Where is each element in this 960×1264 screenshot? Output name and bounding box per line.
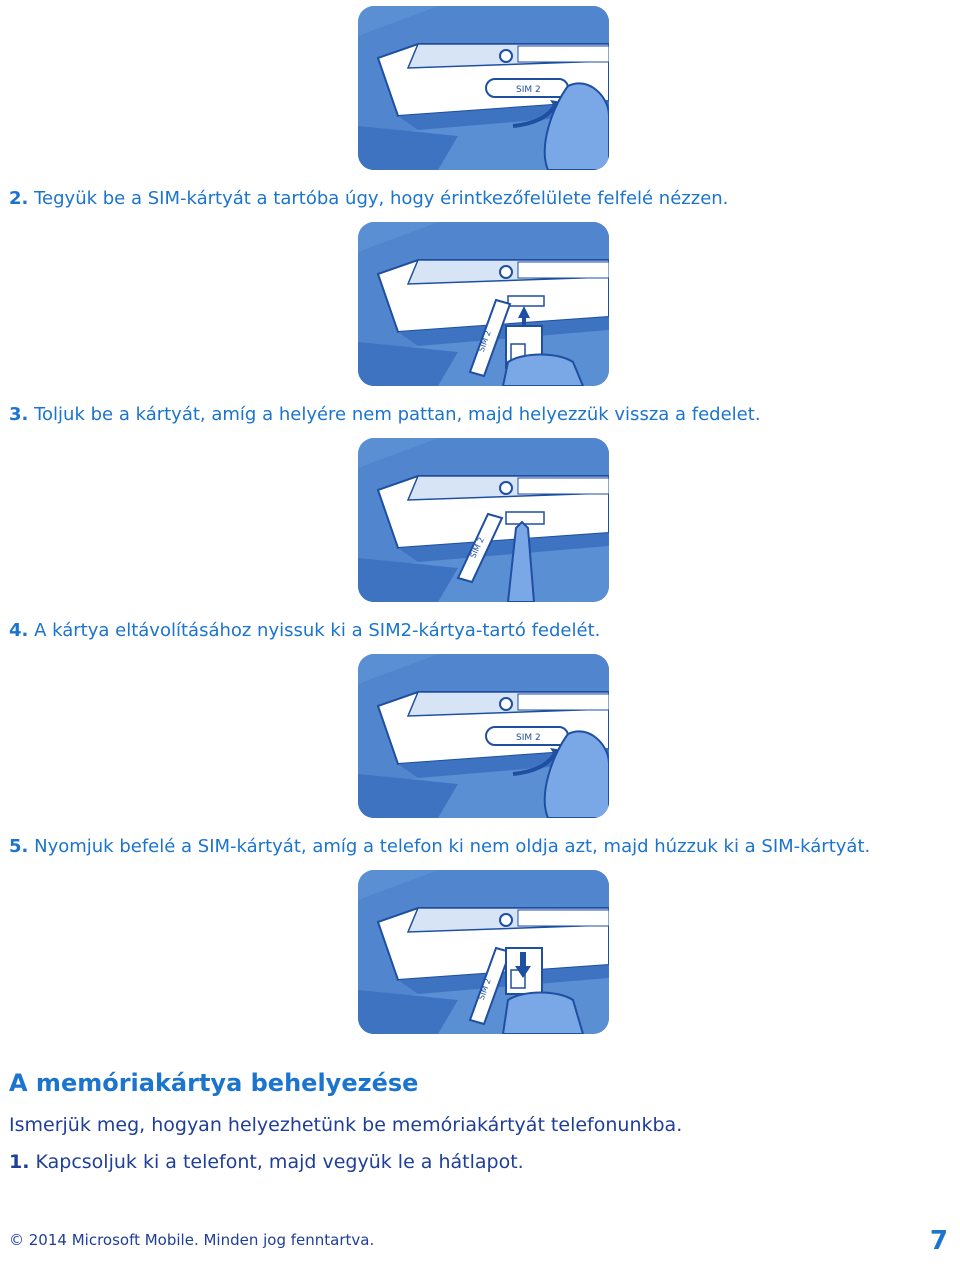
step-2-number: 2. <box>9 188 29 209</box>
illustration-remove-sim <box>358 870 609 1034</box>
phone-side-insert-svg <box>358 222 609 386</box>
step-3-text: Toljuk be a kártyát, amíg a helyére nem pattan, majd helyezzük vissza a fedelet. <box>34 404 761 425</box>
phone-side-push-svg <box>358 438 609 602</box>
illustration-push-card <box>358 438 609 602</box>
illustration-open-sim2-cover <box>358 6 609 170</box>
sim2-cover-label-5: SIM 2 <box>476 977 493 1002</box>
phone-side-closed-svg <box>358 6 609 170</box>
page-number: 7 <box>929 1226 948 1256</box>
step-4-number: 4. <box>9 620 29 641</box>
sim2-slot-label-4: SIM 2 <box>516 733 541 743</box>
footer-copyright: © 2014 Microsoft Mobile. Minden jog fenntartva. <box>9 1231 375 1249</box>
section-title: A memóriakártya behelyezése <box>9 1069 419 1097</box>
phone-side-remove-svg <box>358 870 609 1034</box>
memory-step-1 <box>9 1150 524 1174</box>
sim2-cover-label-3: SIM 2 <box>468 535 486 560</box>
step-4 <box>9 620 600 642</box>
step-2 <box>9 188 728 210</box>
sim2-cover-label: SIM 2 <box>476 329 493 354</box>
phone-side-open-svg <box>358 654 609 818</box>
section-intro: Ismerjük meg, hogyan helyezhetünk be memóriakártyát telefonunkba. <box>9 1114 683 1136</box>
step-2-text: Tegyük be a SIM-kártyát a tartóba úgy, hogy érintkezőfelülete felfelé nézzen. <box>34 188 729 209</box>
illustration-open-cover-remove <box>358 654 609 818</box>
step-5-number: 5. <box>9 836 29 857</box>
step-3 <box>9 404 761 426</box>
step-4-text: A kártya eltávolításához nyissuk ki a SIM2-kártya-tartó fedelét. <box>34 620 601 641</box>
step-5 <box>9 836 870 858</box>
step-5-text: Nyomjuk befelé a SIM-kártyát, amíg a telefon ki nem oldja azt, majd húzzuk ki a SIM-kártyát. <box>34 836 871 857</box>
illustration-insert-sim <box>358 222 609 386</box>
memory-step-1-number: 1. <box>9 1151 30 1173</box>
sim2-slot-label: SIM 2 <box>516 85 541 95</box>
step-3-number: 3. <box>9 404 29 425</box>
memory-step-1-text: Kapcsoljuk ki a telefont, majd vegyük le a hátlapot. <box>35 1151 524 1173</box>
